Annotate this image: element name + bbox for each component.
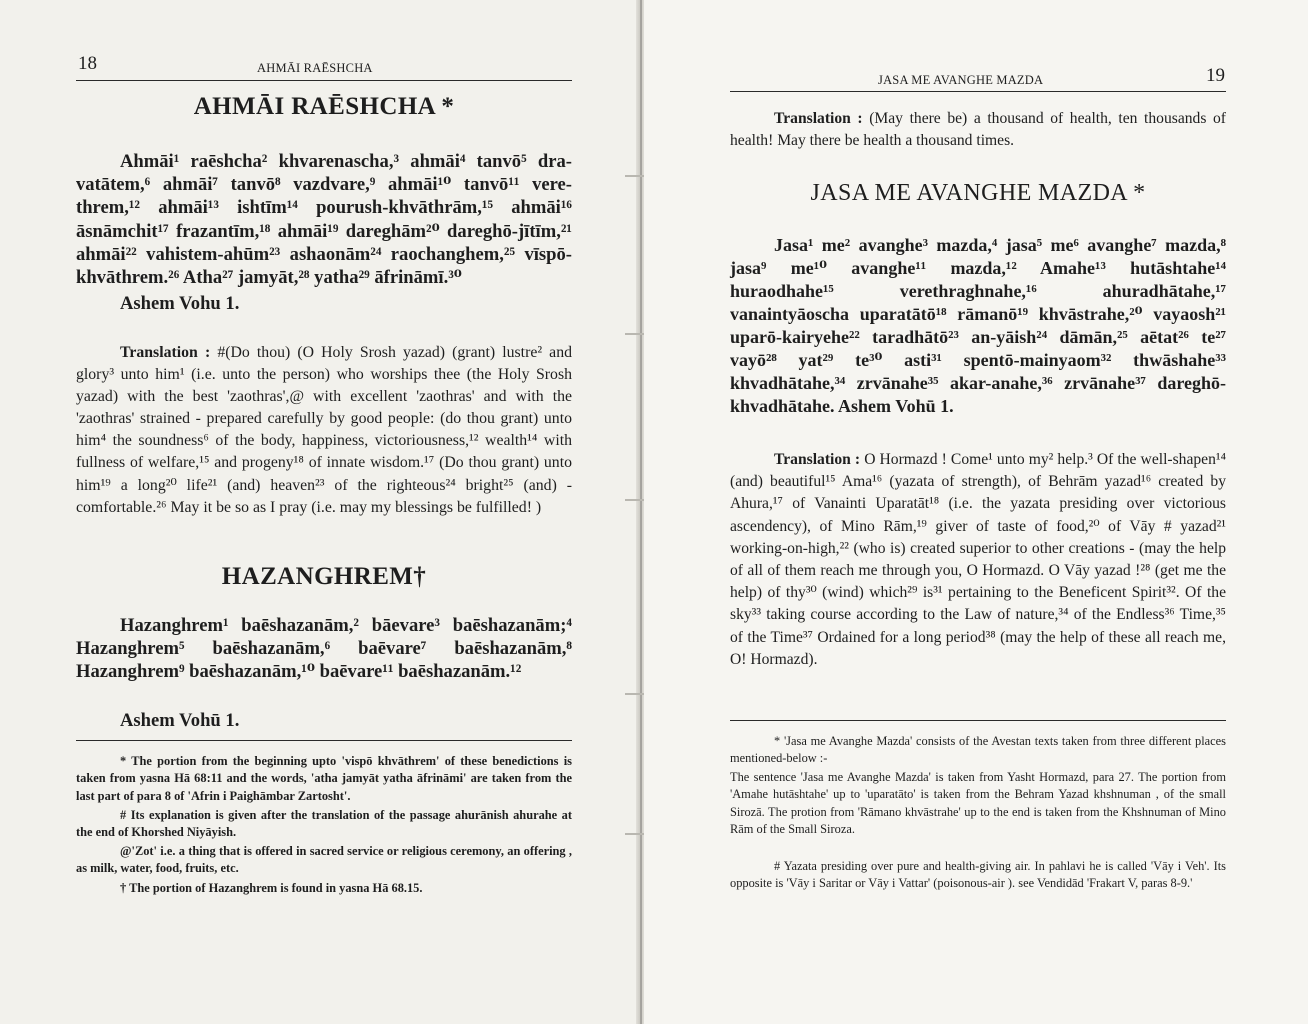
footnote-rule xyxy=(76,740,572,741)
running-head: JASA ME AVANGHE MAZDA xyxy=(878,73,1044,87)
avestan-verse: Ahmāi¹ raēshcha² khvarenascha,³ ahmāi⁴ tanvō⁵ dra-vatātem,⁶ ahmāi⁷ tanvō⁸ vazdvare,⁹ ahmāi¹⁰ tanvō¹¹ vere-threm,¹² ahmāi¹³ ishtīm¹⁴ pourush-khvāthrām,¹⁵ ahmāi¹⁶ āsnāmchit¹⁷ frazantīm,¹⁸ ahmāi¹⁹ dareghām²⁰ dareghō-jītīm,²¹ ahmāi²² vahistem-ahūm²³ ashaonām²⁴ raochanghem,²⁵ vīspō-khvāthrem.²⁶ Atha²⁷ jamyāt,²⁸ yatha²⁹ āfrināmī.³⁰ xyxy=(76,151,572,289)
section-title: AHMĀI RAĒSHCHA * xyxy=(193,93,455,120)
translation-paragraph xyxy=(730,449,1226,671)
footnote: * The portion from the beginning upto 'vispō khvāthrem' of these benedictions is taken from yasna Hā 68:11 and the words, 'atha jamyāt yatha āfrināmi' are taken from the last part of para 8 of 'Afrin i Paighāmbar Zartosht'. xyxy=(76,754,572,803)
avestan-verse: Jasa¹ me² avanghe³ mazda,⁴ jasa⁵ me⁶ avanghe⁷ mazda,⁸ jasa⁹ me¹⁰ avanghe¹¹ mazda,¹² Amahe¹³ hutāshtahe¹⁴ huraodhahe¹⁵ verethraghnahe,¹⁶ ahuradhātahe,¹⁷ vanaintyāoscha uparatātō¹⁸ rāmanō¹⁹ khvāstrahe,²⁰ vayaosh²¹ uparō-kairyehe²² taradhātō²³ an-yāish²⁴ dāmān,²⁵ aētat²⁶ te²⁷ vayō²⁸ yat²⁹ te³⁰ asti³¹ spentō-mainyaom³² thwāshahe³³ khvadhātahe,³⁴ zrvānahe³⁵ akar-anahe,³⁶ zrvānahe³⁷ dareghō-khvadhātahe. Ashem Vohū 1. xyxy=(730,235,1226,416)
footnote: * 'Jasa me Avanghe Mazda' consists of the Avestan texts taken from three different places mentioned-below :- xyxy=(730,734,1226,766)
right-page xyxy=(644,0,1308,1024)
footnote: # Yazata presiding over pure and health-giving air. In pahlavi he is called 'Vāy i Veh'. Its opposite is 'Vāy i Saritar or Vāy i Vattar' (poisonous-air ). see Vendidād 'Frakart V, paras 8-9.' xyxy=(730,859,1226,891)
translation-text: (May there be) a thousand of health, ten thousands of health! May there be health a thousand times. xyxy=(730,110,1226,150)
translation-text: #(Do thou) (O Holy Srosh yazad) (grant) lustre² and glory³ unto him¹ (i.e. unto the person) who worships thee (the Holy Srosh yazad) with the best 'zaothras',@ with excellent 'zaothras' and with the 'zaothras' strained - prepared carefully by good people: (do thou grant) unto him⁴ the soundness⁶ of the body, happiness, victoriousness,¹² wealth¹⁴ with fullness of welfare,¹⁵ and progeny¹⁸ of innate wisdom.¹⁷ (Do thou grant) unto him¹⁹ a long²⁰ life²¹ (and) heaven²³ of the righteous²⁴ bright²⁵ (and) - comfortable.²⁶ May it be so as I pray (i.e. may my blessings be fulfilled! ) xyxy=(76,344,572,516)
header-rule xyxy=(76,80,572,81)
translation-label: Translation : xyxy=(774,451,861,468)
translation-label: Translation : xyxy=(120,344,211,361)
running-head: AHMĀI RAĒSHCHA xyxy=(257,61,373,75)
footnote: @'Zot' i.e. a thing that is offered in sacred service or religious ceremony, an offering , as milk, water, food, fruits, etc. xyxy=(76,844,572,876)
left-page xyxy=(0,0,640,1024)
page-number: 19 xyxy=(1206,65,1225,86)
footnote: † The portion of Hazanghrem is found in yasna Hā 68.15. xyxy=(120,881,423,895)
avestan-verse: Hazanghrem¹ baēshazanām,² bāevare³ baēshazanām;⁴ Hazanghrem⁵ baēshazanām,⁶ baēvare⁷ baēshazanām,⁸ Hazanghrem⁹ baēshazanām,¹⁰ baēvare¹¹ baēshazanām.¹² xyxy=(76,615,572,683)
ashem-vohu-line: Ashem Vohu 1. xyxy=(120,293,240,314)
translation-label: Translation : xyxy=(774,110,863,127)
footnote: The sentence 'Jasa me Avanghe Mazda' is taken from Yasht Hormazd, para 27. The portion from 'Amahe hutāshtahe' up to 'uparatāto' is taken from the Behram Yazad khshnuman , of the small Sirozā. The protion from 'Rāmano khvāstrahe' up to the end is taken from the Khshnuman of Mino Rām of the Small Siroza. xyxy=(730,770,1226,837)
footnote: # Its explanation is given after the translation of the passage ahurānish ahurahe at the end of Khorshed Niyāyish. xyxy=(76,808,572,840)
section-title: HAZANGHREM† xyxy=(221,563,427,590)
page-number: 18 xyxy=(78,53,97,74)
header-rule xyxy=(730,91,1226,92)
section-title: JASA ME AVANGHE MAZDA * xyxy=(810,180,1146,206)
translation-text: O Hormazd ! Come¹ unto my² help.³ Of the well-shapen¹⁴ (and) beautiful¹⁵ Ama¹⁶ (yazata of strength), of Behrām yazad¹⁶ created by Ahura,¹⁷ of Vanainti Uparatāt¹⁸ (i.e. the yazata presiding over victorious ascendency), of Mino Rām,¹⁹ giver of taste of food,²⁰ of Vāy # yazad²¹ working-on-high,²² (who is) created superior to other creations - (may the help of all of them reach me through you, O Hormazd. O Vāy yazad !²⁸ (get me the help) of thy³⁰ (wind) which²⁹ is³¹ pertaining to the Beneficent Spirit³². Of the sky³³ taking course according to the Law of nature,³⁴ of the Endless³⁶ Time,³⁵ of the Time³⁷ Ordained for a long period³⁸ (may the help of these all reach me, O! Hormazd). xyxy=(730,451,1227,668)
footnote-rule xyxy=(730,720,1226,721)
translation-paragraph xyxy=(730,108,1226,152)
ashem-vohu-line: Ashem Vohū 1. xyxy=(120,710,240,731)
translation-paragraph xyxy=(76,342,572,519)
